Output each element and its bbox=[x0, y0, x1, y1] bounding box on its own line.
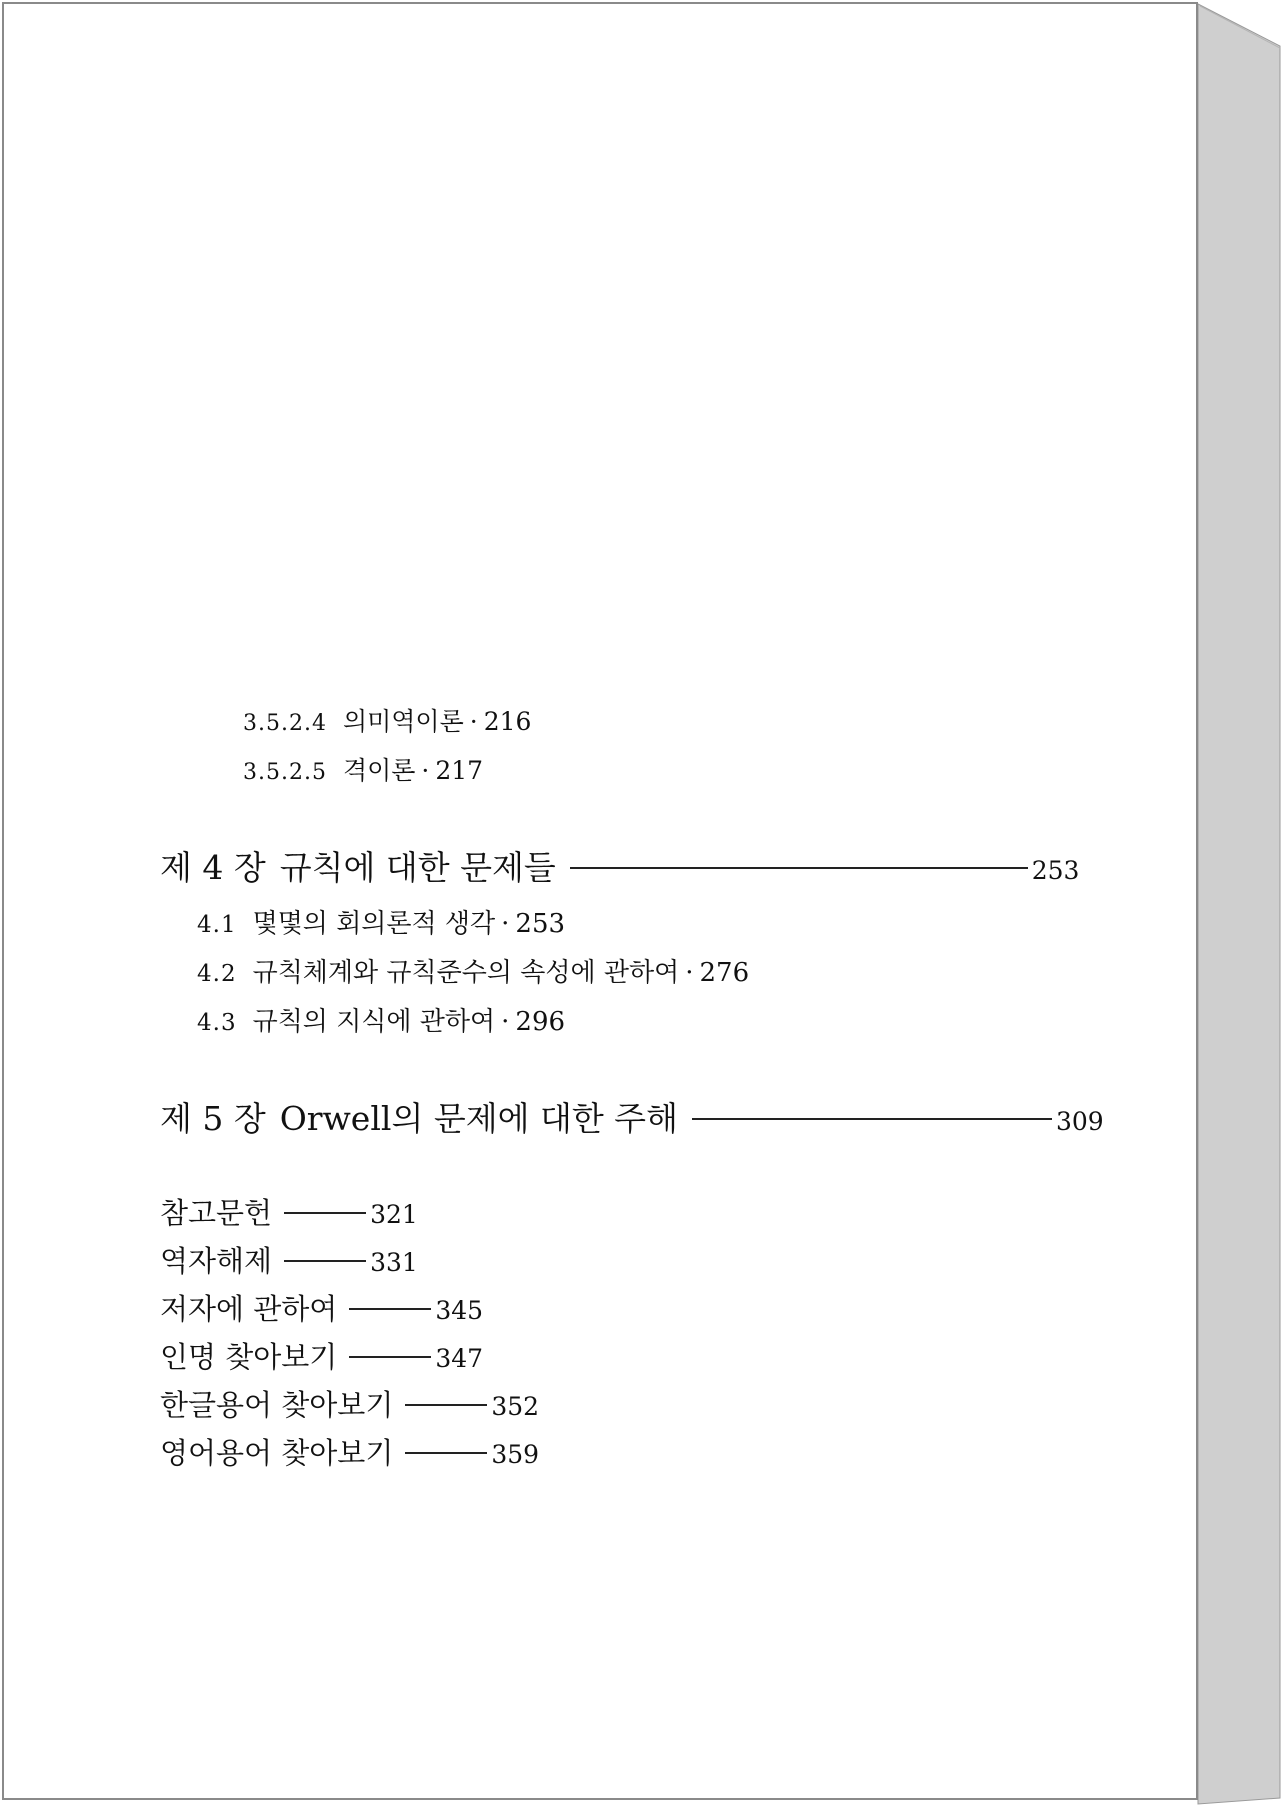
toc-entry-4-3[interactable] bbox=[197, 1001, 565, 1038]
page-number: 253 bbox=[1031, 856, 1080, 885]
page-number: 352 bbox=[491, 1392, 540, 1421]
leader-line bbox=[405, 1452, 487, 1454]
chapter-title: 규칙에 대한 문제들 bbox=[279, 848, 556, 887]
page-number: 296 bbox=[515, 1007, 566, 1037]
section-number: 4.2 bbox=[197, 961, 237, 987]
back-matter-title: 참고문헌 bbox=[160, 1196, 273, 1230]
page-number: 309 bbox=[1055, 1107, 1104, 1136]
leader-line bbox=[349, 1308, 431, 1310]
page-number: 276 bbox=[699, 958, 750, 988]
toc-entry-4-2[interactable] bbox=[197, 952, 749, 989]
toc-chapter-5[interactable] bbox=[160, 1093, 1104, 1140]
toc-entry-3-5-2-5[interactable] bbox=[243, 751, 483, 787]
back-matter-title: 저자에 관하여 bbox=[160, 1292, 338, 1326]
chapter-prefix: 제 5 장 bbox=[160, 1099, 266, 1138]
back-matter-title: 역자해제 bbox=[160, 1244, 273, 1278]
page-number: 359 bbox=[491, 1440, 540, 1469]
toc-back-references[interactable] bbox=[160, 1191, 418, 1232]
separator-dot: · bbox=[421, 756, 430, 785]
leader-line bbox=[284, 1260, 366, 1262]
chapter-title: Orwell의 문제에 대한 주해 bbox=[279, 1099, 678, 1138]
toc-chapter-4[interactable] bbox=[160, 842, 1079, 889]
back-matter-title: 한글용어 찾아보기 bbox=[160, 1388, 394, 1422]
toc-back-english-term-index[interactable] bbox=[160, 1431, 539, 1472]
chapter-prefix: 제 4 장 bbox=[160, 848, 266, 887]
separator-dot: · bbox=[685, 958, 694, 988]
section-title: 몇몇의 회의론적 생각 bbox=[252, 909, 496, 939]
page-number: 345 bbox=[435, 1296, 484, 1325]
section-number: 4.3 bbox=[197, 1010, 237, 1036]
page-number: 331 bbox=[370, 1248, 418, 1277]
back-matter-title: 인명 찾아보기 bbox=[160, 1340, 338, 1374]
separator-dot: · bbox=[469, 707, 478, 736]
leader-line bbox=[349, 1356, 431, 1358]
toc-back-korean-term-index[interactable] bbox=[160, 1383, 539, 1424]
toc-entry-4-1[interactable] bbox=[197, 903, 565, 940]
section-title: 규칙체계와 규칙준수의 속성에 관하여 bbox=[252, 958, 680, 988]
toc-back-translator-commentary[interactable] bbox=[160, 1239, 418, 1280]
leader-line bbox=[692, 1118, 1052, 1120]
section-number: 3.5.2.5 bbox=[243, 760, 327, 785]
toc-back-about-author[interactable] bbox=[160, 1287, 483, 1328]
section-title: 의미역이론 bbox=[342, 707, 464, 736]
separator-dot: · bbox=[501, 1007, 510, 1037]
section-number: 3.5.2.4 bbox=[243, 711, 327, 736]
separator-dot: · bbox=[501, 909, 510, 939]
back-matter-title: 영어용어 찾아보기 bbox=[160, 1436, 394, 1470]
page-number: 321 bbox=[370, 1200, 418, 1229]
toc-back-name-index[interactable] bbox=[160, 1335, 483, 1376]
page-number: 347 bbox=[435, 1344, 484, 1373]
toc-entry-3-5-2-4[interactable] bbox=[243, 702, 531, 738]
leader-line bbox=[570, 867, 1028, 869]
section-number: 4.1 bbox=[197, 912, 237, 938]
section-title: 격이론 bbox=[342, 756, 416, 785]
section-title: 규칙의 지식에 관하여 bbox=[252, 1007, 496, 1037]
leader-line bbox=[284, 1212, 366, 1214]
page-number: 216 bbox=[483, 707, 532, 736]
page-number: 217 bbox=[435, 756, 484, 785]
page-number: 253 bbox=[515, 909, 566, 939]
leader-line bbox=[405, 1404, 487, 1406]
